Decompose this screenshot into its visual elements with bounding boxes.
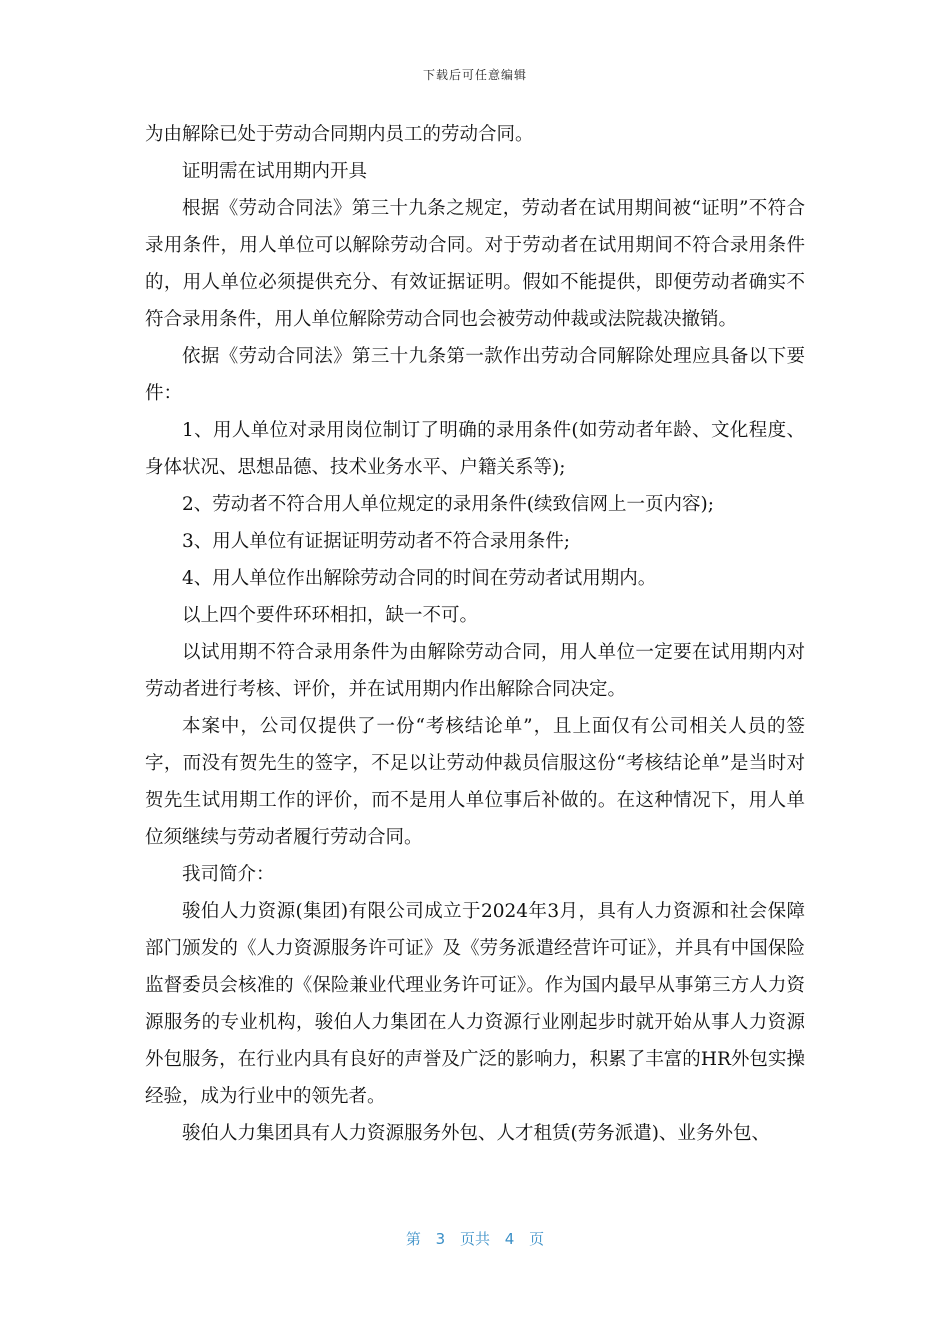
list-item: 4、用人单位作出解除劳动合同的时间在劳动者试用期内。 xyxy=(182,568,657,589)
page-footer: 第 3 页共 4 页 xyxy=(405,1230,545,1248)
section-heading: 我司简介： xyxy=(182,864,275,885)
list-item: 1、用人单位对录用岗位制订了明确的录用条件(如劳动者年龄、文化程度、身体状况、思想品德、技术业务水平、户籍关系等); xyxy=(145,420,805,478)
paragraph: 依据《劳动合同法》第三十九条第一款作出劳动合同解除处理应具备以下要件： xyxy=(145,346,805,404)
paragraph: 为由解除已处于劳动合同期内员工的劳动合同。 xyxy=(145,124,534,145)
paragraph: 根据《劳动合同法》第三十九条之规定，劳动者在试用期间被“证明”不符合录用条件，用人单位可以解除劳动合同。对于劳动者在试用期间不符合录用条件的，用人单位必须提供充分、有效证据证明。假如不能提供，即便劳动者确实不符合录用条件，用人单位解除劳动合同也会被劳动仲裁或法院裁决撤销。 xyxy=(145,198,805,330)
paragraph: 以上四个要件环环相扣，缺一不可。 xyxy=(182,605,479,626)
list-item: 3、用人单位有证据证明劳动者不符合录用条件; xyxy=(182,531,571,552)
section-heading: 证明需在试用期内开具 xyxy=(182,161,368,182)
paragraph: 本案中，公司仅提供了一份“考核结论单”，且上面仅有公司相关人员的签字，而没有贺先生的签字，不足以让劳动仲裁员信服这份“考核结论单”是当时对贺先生试用期工作的评价，而不是用人单位事后补做的。在这种情况下，用人单位须继续与劳动者履行劳动合同。 xyxy=(145,716,805,848)
paragraph: 骏伯人力资源(集团)有限公司成立于2024年3月，具有人力资源和社会保障部门颁发的《人力资源服务许可证》及《劳务派遣经营许可证》，并具有中国保险监督委员会核准的《保险兼业代理业务许可证》。作为国内最早从事第三方人力资源服务的专业机构，骏伯人力集团在人力资源行业刚起步时就开始从事人力资源外包服务，在行业内具有良好的声誉及广泛的影响力，积累了丰富的HR外包实操经验，成为行业中的领先者。 xyxy=(145,901,805,1107)
document-body xyxy=(145,116,805,1152)
paragraph: 骏伯人力集团具有人力资源服务外包、人才租赁(劳务派遣)、业务外包、 xyxy=(182,1123,770,1144)
list-item: 2、劳动者不符合用人单位规定的录用条件(续致信网上一页内容); xyxy=(182,494,714,515)
paragraph: 以试用期不符合录用条件为由解除劳动合同，用人单位一定要在试用期内对劳动者进行考核、评价，并在试用期内作出解除合同决定。 xyxy=(145,642,805,700)
page-header: 下载后可任意编辑 xyxy=(422,68,527,82)
